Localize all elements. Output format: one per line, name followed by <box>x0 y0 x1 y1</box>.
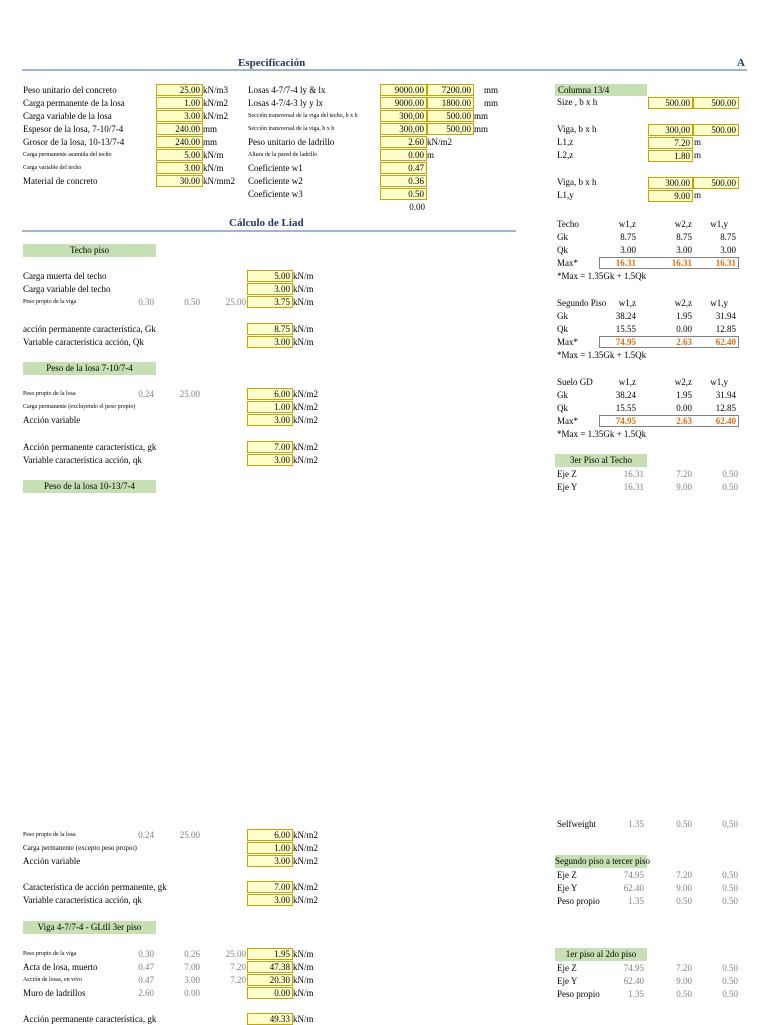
segundo-col-w2z: w2,z <box>674 298 692 308</box>
spec-divider <box>22 69 747 71</box>
losa_7_10-row-unit: kN/m2 <box>293 402 319 412</box>
suelo-gk-cell: 31.94 <box>715 390 736 400</box>
spec-label: Carga variable del techo <box>23 165 82 171</box>
p1-row-b: 9.00 <box>676 976 692 986</box>
techo-qk-cell: 3.00 <box>676 245 692 255</box>
spec-value-cell[interactable]: 5.00 <box>156 149 203 161</box>
suelo-col-w1y: w1,y <box>710 377 728 387</box>
viga-row-value-cell[interactable]: 0.00 <box>247 987 293 999</box>
selfweight-label: Selfweight <box>557 819 596 829</box>
viga-row-unit: kN/m <box>293 949 314 959</box>
size-h-cell[interactable]: 500.00 <box>693 97 739 109</box>
spec-mid-value-cell[interactable]: 300,00 <box>380 123 427 135</box>
segundo-table-title: Segundo Piso <box>557 298 607 308</box>
spec-mid-value-cell[interactable]: 9000.00 <box>380 84 427 96</box>
p3-row-label: Eje Z <box>557 469 577 479</box>
viga2-label: Viga, b x h <box>557 177 597 187</box>
spec-mid-unit: mm <box>484 85 499 95</box>
spec-unit: kN/m2 <box>203 98 229 108</box>
p1-row-a: 62.40 <box>623 976 644 986</box>
calc-title: Cálculo de Liad <box>229 217 304 229</box>
techo_piso-row-unit: kN/m <box>293 297 314 307</box>
viga-row-label: Acción de losas, en vivo <box>23 977 82 983</box>
p1-row-a: 1.35 <box>628 989 644 999</box>
segundo-row-qk-label: Qk <box>557 324 568 334</box>
losa_10_13-title: Peso de la losa 10-13/7-4 <box>23 480 156 493</box>
losa_7_10-row-label: Peso propio de la losa <box>23 391 76 397</box>
spec-mid-unit: mm <box>474 111 489 121</box>
losa_10_13-row-value-cell[interactable]: 1.00 <box>247 842 293 854</box>
losa_7_10-row-value-cell[interactable]: 3.00 <box>247 454 293 466</box>
l1z-cell[interactable]: 7.20 <box>648 137 693 149</box>
techo-table-title: Techo <box>557 219 579 229</box>
viga2-h-cell[interactable]: 500.00 <box>693 177 739 189</box>
techo_piso-row-unit: kN/m <box>293 284 314 294</box>
p2-row-a: 62.40 <box>623 883 644 893</box>
p2-row-label: Peso propio <box>557 896 600 906</box>
losa_7_10-row-label: Carga permanente (excluyendo el peso propio) <box>23 404 136 410</box>
viga-row-factor-c: 7.20 <box>230 975 246 985</box>
losa_10_13-row-value-cell[interactable]: 3.00 <box>247 855 293 867</box>
spec-unit: kN/mm2 <box>203 176 236 186</box>
p3-row-b: 9.00 <box>676 482 692 492</box>
p1-row-label: Eje Y <box>557 976 578 986</box>
l1y-label: L1,y <box>557 190 574 200</box>
losa_7_10-row-factor-b: 25.00 <box>179 389 200 399</box>
techo-row-max-label: Max* <box>557 258 578 268</box>
losa_10_13-row-unit: kN/m2 <box>293 895 319 905</box>
viga-row-label: Acta de losa, muerto <box>23 962 98 972</box>
segundo-max-cell: 62.40 <box>715 337 736 347</box>
p2-row-label: Eje Y <box>557 883 578 893</box>
segundo-gk-cell: 38.24 <box>615 311 636 321</box>
spec-mid-value-cell[interactable]: 9000.00 <box>380 97 427 109</box>
losa_7_10-row-label: Variable característica acción, qk <box>23 455 142 465</box>
viga-row-unit: kN/m <box>293 962 314 972</box>
p1-row-label: Eje Z <box>557 963 577 973</box>
spec-mid-value-cell[interactable]: 0.50 <box>380 188 427 200</box>
spec-label: Espesor de la losa, 7-10/7-4 <box>23 124 124 134</box>
p2-title: Segundo piso a tercer piso <box>555 856 650 866</box>
techo_piso-row-value-cell[interactable]: 5.00 <box>247 270 293 282</box>
techo-col-w1y: w1,y <box>710 219 728 229</box>
losa_7_10-row-unit: kN/m2 <box>293 415 319 425</box>
spec-mid-value2-cell[interactable]: 500,00 <box>427 123 474 135</box>
spec-label: Material de concreto <box>23 176 98 186</box>
viga-row-factor-c: 25.00 <box>225 949 246 959</box>
techo-row-qk-label: Qk <box>557 245 568 255</box>
spec-mid-unit: kN/m2 <box>427 137 453 147</box>
p2-row-a: 1.35 <box>628 896 644 906</box>
spec-mid-value-cell[interactable]: 2.60 <box>380 136 427 148</box>
spec-mid-value-cell[interactable]: 300,00 <box>380 110 427 122</box>
p1-row-b: 0.50 <box>676 989 692 999</box>
losa_10_13-row-factor-b: 25.00 <box>179 830 200 840</box>
techo_piso-row-label: acción permanente característica, Gk <box>23 324 156 334</box>
selfweight-a: 1.35 <box>628 819 644 829</box>
spec-label: Carga variable de la losa <box>23 111 112 121</box>
viga-row-unit: kN/m <box>293 1014 314 1024</box>
losa_7_10-row-value-cell[interactable]: 1.00 <box>247 401 293 413</box>
viga-row-label: Muro de ladrillos <box>23 988 86 998</box>
losa_7_10-row-unit: kN/m2 <box>293 442 319 452</box>
segundo-qk-cell: 15.55 <box>615 324 636 334</box>
suelo-max-cell: 74.95 <box>615 416 636 426</box>
spec-mid-label: Coeficiente w1 <box>248 163 303 173</box>
spec-mid-label: Altura de la pared de ladrillo <box>248 152 318 158</box>
losa_7_10-row-value-cell[interactable]: 6.00 <box>247 388 293 400</box>
p2-row-c: 0.50 <box>722 896 738 906</box>
suelo-row-gk-label: Gk <box>557 390 568 400</box>
spec-mid-unit: m <box>427 150 435 160</box>
segundo-max-cell: 74.95 <box>615 337 636 347</box>
losa_7_10-title: Peso de la losa 7-10/7-4 <box>23 362 156 375</box>
p1-row-c: 0.50 <box>722 989 738 999</box>
p1-row-c: 0.50 <box>722 976 738 986</box>
losa_10_13-row-unit: kN/m2 <box>293 856 319 866</box>
spec-mid-unit: mm <box>474 124 489 134</box>
column-letter: A <box>737 57 745 69</box>
losa_10_13-row-unit: kN/m2 <box>293 843 319 853</box>
p1-row-c: 0.50 <box>722 963 738 973</box>
losa_7_10-row-value-cell[interactable]: 3.00 <box>247 414 293 426</box>
viga-row-factor-a: 0.47 <box>138 962 154 972</box>
p2-row-a: 74.95 <box>623 870 644 880</box>
losa_7_10-row-value-cell[interactable]: 7.00 <box>247 441 293 453</box>
techo_piso-row-factor-b: 0.50 <box>184 297 200 307</box>
spec-unit: mm <box>203 124 218 134</box>
spec-value-cell[interactable]: 240.00 <box>156 136 203 148</box>
l2z-unit: m <box>694 150 702 160</box>
spec-mid-label: Peso unitario de ladrillo <box>248 137 335 147</box>
spec-value-cell[interactable]: 30.00 <box>156 175 203 187</box>
l1y-cell[interactable]: 9.00 <box>648 190 693 202</box>
p2-row-b: 7.20 <box>676 870 692 880</box>
viga-row-factor-a: 2.60 <box>138 988 154 998</box>
spec-mid-value-cell[interactable]: 0.36 <box>380 175 427 187</box>
viga-row-value-cell[interactable]: 49.33 <box>247 1013 293 1025</box>
p3-row-b: 7.20 <box>676 469 692 479</box>
techo-max-cell: 16.31 <box>715 258 736 268</box>
techo_piso-row-label: Peso propio de la viga <box>23 299 77 305</box>
viga-row-factor-a: 0.47 <box>138 975 154 985</box>
suelo-qk-cell: 12.85 <box>715 403 736 413</box>
losa_7_10-row-label: Acción permanente característica, gk <box>23 442 157 452</box>
p2-row-b: 0.50 <box>676 896 692 906</box>
spec-unit: kN/m2 <box>203 111 229 121</box>
suelo-table-title: Suelo GD <box>557 377 593 387</box>
l1z-unit: m <box>694 137 702 147</box>
selfweight-b: 0.50 <box>676 819 692 829</box>
techo-qk-cell: 3.00 <box>720 245 736 255</box>
suelo-max-cell: 2.63 <box>676 416 692 426</box>
suelo-qk-cell: 15.55 <box>615 403 636 413</box>
spec-mid-value: 0.00 <box>409 202 425 212</box>
suelo-gk-cell: 38.24 <box>615 390 636 400</box>
p2-row-label: Eje Z <box>557 870 577 880</box>
techo_piso-row-value-cell[interactable]: 3.00 <box>247 283 293 295</box>
spec-unit: kN/m <box>203 163 224 173</box>
p2-row-c: 0.50 <box>722 883 738 893</box>
p3-title: 3er Piso al Techo <box>555 454 647 467</box>
suelo-row-max-label: Max* <box>557 416 578 426</box>
losa_10_13-row-label: Característica de acción permanente, gk <box>23 882 167 892</box>
viga-b-cell[interactable]: 300,00 <box>648 124 693 136</box>
suelo-max-cell: 62.40 <box>715 416 736 426</box>
spec-mid-label: Coeficiente w3 <box>248 189 303 199</box>
techo-note: *Max = 1.35Gk + 1.5Qk <box>557 271 647 281</box>
p1-row-label: Peso propio <box>557 989 600 999</box>
p3-row-c: 0.50 <box>722 482 738 492</box>
techo_piso-row-unit: kN/m <box>293 271 314 281</box>
techo_piso-row-label: Variable característica acción, Qk <box>23 337 144 347</box>
losa_7_10-row-unit: kN/m2 <box>293 389 319 399</box>
p3-row-label: Eje Y <box>557 482 578 492</box>
spec-label: Carga permanente asumida del techo <box>23 152 112 158</box>
viga-row-value-cell[interactable]: 47.38 <box>247 961 293 973</box>
losa_10_13-row-value-cell[interactable]: 7.00 <box>247 881 293 893</box>
l2z-label: L2,z <box>557 150 574 160</box>
viga-row-label: Peso propio de la viga <box>23 951 77 957</box>
spec-mid-value-cell[interactable]: 0.47 <box>380 162 427 174</box>
spec-mid-label: Sección transversal de la viga del techo, b x h <box>248 113 358 119</box>
viga-label: Viga, b x h <box>557 124 597 134</box>
techo-qk-cell: 3.00 <box>620 245 636 255</box>
spec-mid-label: Sección transversal de la viga, b x h <box>248 126 335 132</box>
techo_piso-row-value-cell[interactable]: 3.75 <box>247 296 293 308</box>
techo_piso-row-factor-a: 0.30 <box>138 297 154 307</box>
techo-max-cell: 16.31 <box>615 258 636 268</box>
viga-row-factor-b: 3.00 <box>184 975 200 985</box>
selfweight-c: 0,50 <box>722 819 738 829</box>
losa_10_13-row-label: Carga permanente (excepto peso propio) <box>23 844 137 852</box>
spec-mid-value-cell[interactable]: 0.00 <box>380 149 427 161</box>
techo_piso-row-value-cell[interactable]: 3.00 <box>247 336 293 348</box>
spec-mid-label: Losas 4-7/7-4 ly & lx <box>248 85 326 95</box>
viga-title: Viga 4-7/7-4 - GLtll 3er piso <box>23 921 156 934</box>
segundo-gk-cell: 31.94 <box>715 311 736 321</box>
techo-gk-cell: 8.75 <box>720 232 736 242</box>
spec-mid-unit: mm <box>484 98 499 108</box>
spec-mid-label: Losas 4-7/4-3 ly y lx <box>248 98 323 108</box>
spec-title: Especificación <box>238 57 306 69</box>
spec-value-cell[interactable]: 1.00 <box>156 97 203 109</box>
viga-row-factor-a: 0.30 <box>138 949 154 959</box>
spec-value-cell[interactable]: 3.00 <box>156 110 203 122</box>
viga-row-factor-c: 7.20 <box>230 962 246 972</box>
viga-row-label: Acción permanente característica, gk <box>23 1014 157 1024</box>
p1-row-a: 74.95 <box>623 963 644 973</box>
suelo-qk-cell: 0.00 <box>676 403 692 413</box>
l2z-cell[interactable]: 1.80 <box>648 150 693 162</box>
suelo-note: *Max = 1.35Gk + 1.5Qk <box>557 429 647 439</box>
techo-max-cell: 16.31 <box>671 258 692 268</box>
losa_10_13-row-value-cell[interactable]: 3.00 <box>247 894 293 906</box>
viga-row-factor-b: 0.26 <box>184 949 200 959</box>
spec-unit: kN/m <box>203 150 224 160</box>
losa_10_13-row-unit: kN/m2 <box>293 830 319 840</box>
viga-row-value-cell[interactable]: 1.95 <box>247 948 293 960</box>
techo_piso-row-unit: kN/m <box>293 337 314 347</box>
losa_10_13-row-label: Acción variable <box>23 856 81 866</box>
spec-unit: kN/m3 <box>203 85 229 95</box>
viga-row-factor-b: 0.00 <box>184 988 200 998</box>
segundo-qk-cell: 12.85 <box>715 324 736 334</box>
spec-unit: mm <box>203 137 218 147</box>
losa_10_13-row-value-cell[interactable]: 6.00 <box>247 829 293 841</box>
viga-row-unit: kN/m <box>293 975 314 985</box>
segundo-note: *Max = 1.35Gk + 1.5Qk <box>557 350 647 360</box>
spec-mid-value2-cell[interactable]: 1800.00 <box>427 97 474 109</box>
spec-value-cell[interactable]: 25.00 <box>156 84 203 96</box>
viga-row-factor-b: 7.00 <box>184 962 200 972</box>
techo-col-w1z: w1,z <box>618 219 636 229</box>
losa_10_13-row-factor-a: 0.24 <box>138 830 154 840</box>
techo_piso-title: Techo piso <box>23 244 156 257</box>
spec-value-cell[interactable]: 3.00 <box>156 162 203 174</box>
techo_piso-row-value-cell[interactable]: 8.75 <box>247 323 293 335</box>
techo_piso-row-label: Carga muerta del techo <box>23 271 107 281</box>
losa_7_10-row-label: Acción variable <box>23 415 81 425</box>
spec-label: Grosor de la losa, 10-13/7-4 <box>23 137 125 147</box>
suelo-gk-cell: 1.95 <box>676 390 692 400</box>
losa_7_10-row-unit: kN/m2 <box>293 455 319 465</box>
spec-mid-value2-cell[interactable]: 7200.00 <box>427 84 474 96</box>
techo-col-w2z: w2,z <box>674 219 692 229</box>
segundo-row-max-label: Max* <box>557 337 578 347</box>
p3-row-c: 0.50 <box>722 469 738 479</box>
viga2-b-cell[interactable]: 300.00 <box>648 177 693 189</box>
size-label: Size , b x h <box>557 97 598 107</box>
p2-row-c: 0.50 <box>722 870 738 880</box>
spec-value-cell[interactable]: 240.00 <box>156 123 203 135</box>
viga-row-unit: kN/m <box>293 988 314 998</box>
l1z-label: L1,z <box>557 137 574 147</box>
column-title: Columna 13/4 <box>555 84 647 96</box>
losa_7_10-row-factor-a: 0.24 <box>138 389 154 399</box>
viga-h-cell[interactable]: 500.00 <box>693 124 739 136</box>
spec-mid-label: Coeficiente w2 <box>248 176 303 186</box>
techo_piso-row-factor-c: 25.00 <box>225 297 246 307</box>
segundo-gk-cell: 1.95 <box>676 311 692 321</box>
size-b-cell[interactable]: 500.00 <box>648 97 693 109</box>
losa_10_13-row-label: Variable característica acción, qk <box>23 895 142 905</box>
suelo-row-qk-label: Qk <box>557 403 568 413</box>
losa_10_13-row-label: Peso propio de la losa <box>23 832 76 838</box>
spec-label: Carga permanente de la losa <box>23 98 125 108</box>
calc-divider <box>22 230 516 232</box>
suelo-col-w1z: w1,z <box>618 377 636 387</box>
techo_piso-row-unit: kN/m <box>293 324 314 334</box>
segundo-col-w1z: w1,z <box>618 298 636 308</box>
spec-label: Peso unitario del concreto <box>23 85 117 95</box>
p3-row-a: 16.31 <box>623 482 644 492</box>
p2-row-b: 9.00 <box>676 883 692 893</box>
segundo-qk-cell: 0.00 <box>676 324 692 334</box>
segundo-row-gk-label: Gk <box>557 311 568 321</box>
p1-title: 1er piso al 2do piso <box>555 948 647 961</box>
techo_piso-row-label: Carga variable del techo <box>23 284 111 294</box>
viga-row-value-cell[interactable]: 20.30 <box>247 974 293 986</box>
segundo-max-cell: 2.63 <box>676 337 692 347</box>
suelo-col-w2z: w2,z <box>674 377 692 387</box>
losa_10_13-row-unit: kN/m2 <box>293 882 319 892</box>
techo-gk-cell: 8.75 <box>676 232 692 242</box>
l1y-unit: m <box>694 190 702 200</box>
techo-row-gk-label: Gk <box>557 232 568 242</box>
p1-row-b: 7.20 <box>676 963 692 973</box>
techo-gk-cell: 8.75 <box>620 232 636 242</box>
spec-mid-value2-cell[interactable]: 500.00 <box>427 110 474 122</box>
p3-row-a: 16.31 <box>623 469 644 479</box>
segundo-col-w1y: w1,y <box>710 298 728 308</box>
